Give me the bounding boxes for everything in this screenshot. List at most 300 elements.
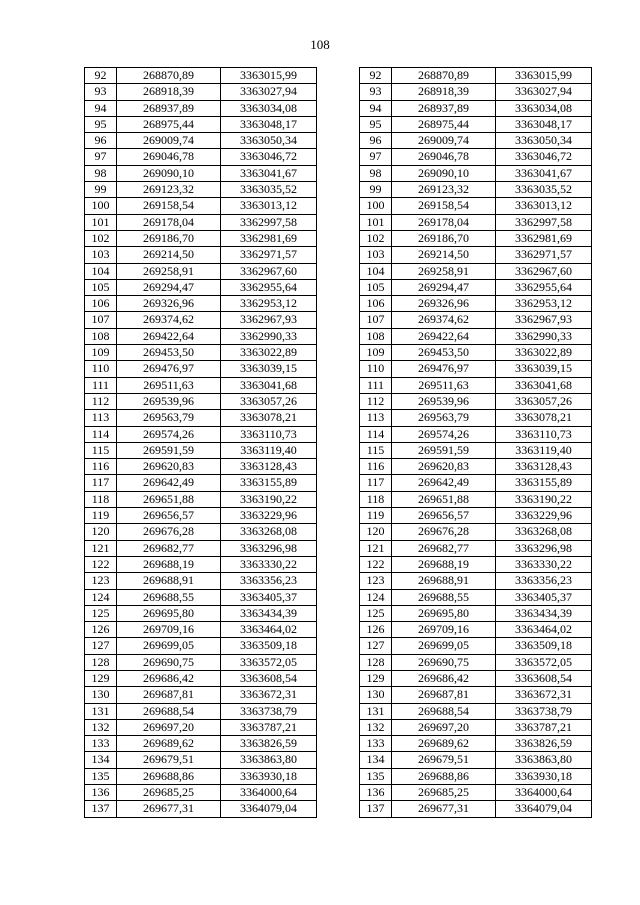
- point-number-cell: 134: [85, 752, 117, 768]
- x-coordinate-cell: 269688,55: [392, 589, 496, 605]
- table-row: [85, 785, 317, 801]
- y-coordinate-cell: 3363930,18: [496, 768, 592, 784]
- point-number-cell: 123: [85, 573, 117, 589]
- table-row: [85, 393, 317, 409]
- y-coordinate-cell: 3362967,93: [221, 312, 317, 328]
- y-coordinate-cell: 3363128,43: [496, 459, 592, 475]
- table-row: [85, 214, 317, 230]
- point-number-cell: 133: [85, 736, 117, 752]
- point-number-cell: 129: [360, 670, 392, 686]
- point-number-cell: 131: [360, 703, 392, 719]
- y-coordinate-cell: 3363190,22: [221, 491, 317, 507]
- y-coordinate-cell: 3363119,40: [221, 442, 317, 458]
- y-coordinate-cell: 3362955,64: [221, 279, 317, 295]
- table-row: [360, 410, 592, 426]
- table-row: [360, 442, 592, 458]
- y-coordinate-cell: 3363434,39: [496, 605, 592, 621]
- y-coordinate-cell: 3363738,79: [221, 703, 317, 719]
- table-row: [85, 670, 317, 686]
- y-coordinate-cell: 3362981,69: [496, 230, 592, 246]
- x-coordinate-cell: 269009,74: [392, 133, 496, 149]
- point-number-cell: 135: [360, 768, 392, 784]
- x-coordinate-cell: 269689,62: [117, 736, 221, 752]
- y-coordinate-cell: 3362971,57: [221, 247, 317, 263]
- x-coordinate-cell: 269697,20: [392, 719, 496, 735]
- y-coordinate-cell: 3362971,57: [496, 247, 592, 263]
- x-coordinate-cell: 269511,63: [392, 377, 496, 393]
- y-coordinate-cell: 3363464,02: [496, 622, 592, 638]
- point-number-cell: 108: [85, 328, 117, 344]
- table-row: [360, 182, 592, 198]
- y-coordinate-cell: 3363572,05: [221, 654, 317, 670]
- table-row: [360, 84, 592, 100]
- table-row: [85, 801, 317, 817]
- x-coordinate-cell: 269090,10: [392, 165, 496, 181]
- x-coordinate-cell: 268870,89: [392, 68, 496, 84]
- point-number-cell: 107: [85, 312, 117, 328]
- x-coordinate-cell: 269476,97: [392, 361, 496, 377]
- x-coordinate-cell: 269214,50: [392, 247, 496, 263]
- point-number-cell: 121: [85, 540, 117, 556]
- y-coordinate-cell: 3363434,39: [221, 605, 317, 621]
- y-coordinate-cell: 3363608,54: [496, 670, 592, 686]
- x-coordinate-cell: 269685,25: [392, 785, 496, 801]
- y-coordinate-cell: 3363826,59: [496, 736, 592, 752]
- x-coordinate-cell: 269453,50: [117, 345, 221, 361]
- table-row: [85, 719, 317, 735]
- x-coordinate-cell: 269690,75: [117, 654, 221, 670]
- point-number-cell: 132: [360, 719, 392, 735]
- y-coordinate-cell: 3363041,68: [221, 377, 317, 393]
- x-coordinate-cell: 269563,79: [392, 410, 496, 426]
- y-coordinate-cell: 3363509,18: [496, 638, 592, 654]
- y-coordinate-cell: 3363930,18: [221, 768, 317, 784]
- x-coordinate-cell: 269685,25: [117, 785, 221, 801]
- table-row: [360, 116, 592, 132]
- table-row: [85, 622, 317, 638]
- y-coordinate-cell: 3363863,80: [221, 752, 317, 768]
- x-coordinate-cell: 269656,57: [117, 508, 221, 524]
- table-row: [360, 475, 592, 491]
- y-coordinate-cell: 3362990,33: [496, 328, 592, 344]
- y-coordinate-cell: 3363035,52: [221, 182, 317, 198]
- page-number: 108: [310, 37, 330, 52]
- table-row: [85, 605, 317, 621]
- point-number-cell: 95: [85, 116, 117, 132]
- point-number-cell: 118: [360, 491, 392, 507]
- y-coordinate-cell: 3363110,73: [496, 426, 592, 442]
- y-coordinate-cell: 3363046,72: [496, 149, 592, 165]
- y-coordinate-cell: 3363229,96: [221, 508, 317, 524]
- table-row: [360, 230, 592, 246]
- y-coordinate-cell: 3363787,21: [221, 719, 317, 735]
- x-coordinate-cell: 269709,16: [392, 622, 496, 638]
- x-coordinate-cell: 269574,26: [392, 426, 496, 442]
- table-row: [85, 508, 317, 524]
- table-row: [85, 556, 317, 572]
- table-row: [360, 719, 592, 735]
- point-number-cell: 126: [360, 622, 392, 638]
- x-coordinate-cell: 269511,63: [117, 377, 221, 393]
- point-number-cell: 134: [360, 752, 392, 768]
- table-row: [85, 361, 317, 377]
- point-number-cell: 124: [85, 589, 117, 605]
- table-row: [360, 638, 592, 654]
- table-row: [85, 377, 317, 393]
- y-coordinate-cell: 3363863,80: [496, 752, 592, 768]
- y-coordinate-cell: 3363013,12: [221, 198, 317, 214]
- x-coordinate-cell: 269651,88: [117, 491, 221, 507]
- table-row: [360, 540, 592, 556]
- y-coordinate-cell: 3363608,54: [221, 670, 317, 686]
- point-number-cell: 110: [85, 361, 117, 377]
- x-coordinate-cell: 269178,04: [117, 214, 221, 230]
- table-row: [85, 133, 317, 149]
- y-coordinate-cell: 3363155,89: [496, 475, 592, 491]
- table-row: [85, 768, 317, 784]
- x-coordinate-cell: 269476,97: [117, 361, 221, 377]
- y-coordinate-cell: 3363155,89: [221, 475, 317, 491]
- point-number-cell: 116: [85, 459, 117, 475]
- table-row: [85, 230, 317, 246]
- point-number-cell: 125: [360, 605, 392, 621]
- y-coordinate-cell: 3363050,34: [221, 133, 317, 149]
- point-number-cell: 99: [85, 182, 117, 198]
- x-coordinate-cell: 269258,91: [117, 263, 221, 279]
- point-number-cell: 137: [85, 801, 117, 817]
- point-number-cell: 94: [360, 100, 392, 116]
- x-coordinate-cell: 269709,16: [117, 622, 221, 638]
- y-coordinate-cell: 3362967,60: [496, 263, 592, 279]
- x-coordinate-cell: 269158,54: [117, 198, 221, 214]
- x-coordinate-cell: 269688,91: [117, 573, 221, 589]
- x-coordinate-cell: 269687,81: [392, 687, 496, 703]
- x-coordinate-cell: 269294,47: [117, 279, 221, 295]
- table-row: [85, 524, 317, 540]
- x-coordinate-cell: 269642,49: [392, 475, 496, 491]
- x-coordinate-cell: 269009,74: [117, 133, 221, 149]
- point-number-cell: 119: [360, 508, 392, 524]
- y-coordinate-cell: 3363405,37: [496, 589, 592, 605]
- y-coordinate-cell: 3363296,98: [221, 540, 317, 556]
- point-number-cell: 109: [85, 345, 117, 361]
- table-row: [360, 198, 592, 214]
- x-coordinate-cell: 269591,59: [392, 442, 496, 458]
- y-coordinate-cell: 3363050,34: [496, 133, 592, 149]
- y-coordinate-cell: 3363041,67: [221, 165, 317, 181]
- y-coordinate-cell: 3363057,26: [496, 393, 592, 409]
- y-coordinate-cell: 3362953,12: [221, 296, 317, 312]
- table-row: [85, 100, 317, 116]
- point-number-cell: 103: [85, 247, 117, 263]
- x-coordinate-cell: 269123,32: [117, 182, 221, 198]
- x-coordinate-cell: 269158,54: [392, 198, 496, 214]
- point-number-cell: 106: [360, 296, 392, 312]
- point-number-cell: 128: [85, 654, 117, 670]
- point-number-cell: 104: [360, 263, 392, 279]
- x-coordinate-cell: 269453,50: [392, 345, 496, 361]
- table-row: [360, 214, 592, 230]
- x-coordinate-cell: 269294,47: [392, 279, 496, 295]
- y-coordinate-cell: 3363128,43: [221, 459, 317, 475]
- point-number-cell: 107: [360, 312, 392, 328]
- x-coordinate-cell: 269422,64: [392, 328, 496, 344]
- y-coordinate-cell: 3363110,73: [221, 426, 317, 442]
- y-coordinate-cell: 3363405,37: [221, 589, 317, 605]
- y-coordinate-cell: 3363022,89: [496, 345, 592, 361]
- table-row: [85, 345, 317, 361]
- table-row: [85, 654, 317, 670]
- x-coordinate-cell: 269046,78: [392, 149, 496, 165]
- table-row: [85, 165, 317, 181]
- point-number-cell: 127: [85, 638, 117, 654]
- y-coordinate-cell: 3363672,31: [221, 687, 317, 703]
- y-coordinate-cell: 3363787,21: [496, 719, 592, 735]
- point-number-cell: 133: [360, 736, 392, 752]
- point-number-cell: 114: [85, 426, 117, 442]
- y-coordinate-cell: 3363330,22: [496, 556, 592, 572]
- y-coordinate-cell: 3363296,98: [496, 540, 592, 556]
- table-row: [85, 459, 317, 475]
- point-number-cell: 99: [360, 182, 392, 198]
- table-row: [360, 801, 592, 817]
- point-number-cell: 130: [360, 687, 392, 703]
- table-row: [360, 654, 592, 670]
- point-number-cell: 129: [85, 670, 117, 686]
- table-row: [360, 556, 592, 572]
- table-row: [85, 491, 317, 507]
- coordinates-table-right-body: [360, 68, 592, 818]
- table-row: [360, 785, 592, 801]
- x-coordinate-cell: 269642,49: [117, 475, 221, 491]
- point-number-cell: 101: [360, 214, 392, 230]
- point-number-cell: 116: [360, 459, 392, 475]
- point-number-cell: 102: [360, 230, 392, 246]
- table-row: [360, 312, 592, 328]
- y-coordinate-cell: 3362990,33: [221, 328, 317, 344]
- x-coordinate-cell: 269374,62: [117, 312, 221, 328]
- y-coordinate-cell: 3362981,69: [221, 230, 317, 246]
- y-coordinate-cell: 3363672,31: [496, 687, 592, 703]
- y-coordinate-cell: 3363046,72: [221, 149, 317, 165]
- x-coordinate-cell: 269620,83: [392, 459, 496, 475]
- y-coordinate-cell: 3363190,22: [496, 491, 592, 507]
- point-number-cell: 137: [360, 801, 392, 817]
- x-coordinate-cell: 269682,77: [117, 540, 221, 556]
- x-coordinate-cell: 269591,59: [117, 442, 221, 458]
- x-coordinate-cell: 269688,54: [392, 703, 496, 719]
- point-number-cell: 104: [85, 263, 117, 279]
- point-number-cell: 117: [85, 475, 117, 491]
- table-row: [85, 410, 317, 426]
- point-number-cell: 118: [85, 491, 117, 507]
- table-row: [85, 703, 317, 719]
- y-coordinate-cell: 3363034,08: [496, 100, 592, 116]
- x-coordinate-cell: 269676,28: [392, 524, 496, 540]
- point-number-cell: 92: [85, 68, 117, 84]
- y-coordinate-cell: 3363268,08: [221, 524, 317, 540]
- y-coordinate-cell: 3363119,40: [496, 442, 592, 458]
- y-coordinate-cell: 3362997,58: [221, 214, 317, 230]
- point-number-cell: 96: [360, 133, 392, 149]
- table-row: [360, 622, 592, 638]
- point-number-cell: 108: [360, 328, 392, 344]
- table-row: [360, 752, 592, 768]
- y-coordinate-cell: 3363078,21: [221, 410, 317, 426]
- x-coordinate-cell: 269539,96: [392, 393, 496, 409]
- x-coordinate-cell: 269123,32: [392, 182, 496, 198]
- table-row: [360, 736, 592, 752]
- y-coordinate-cell: 3363509,18: [221, 638, 317, 654]
- y-coordinate-cell: 3363356,23: [496, 573, 592, 589]
- point-number-cell: 112: [85, 393, 117, 409]
- x-coordinate-cell: 269656,57: [392, 508, 496, 524]
- point-number-cell: 122: [360, 556, 392, 572]
- y-coordinate-cell: 3363039,15: [496, 361, 592, 377]
- table-row: [360, 263, 592, 279]
- point-number-cell: 94: [85, 100, 117, 116]
- x-coordinate-cell: 269620,83: [117, 459, 221, 475]
- point-number-cell: 111: [85, 377, 117, 393]
- x-coordinate-cell: 269214,50: [117, 247, 221, 263]
- table-row: [360, 605, 592, 621]
- table-row: [85, 116, 317, 132]
- point-number-cell: 113: [360, 410, 392, 426]
- point-number-cell: 123: [360, 573, 392, 589]
- table-row: [360, 687, 592, 703]
- table-row: [85, 198, 317, 214]
- point-number-cell: 100: [85, 198, 117, 214]
- x-coordinate-cell: 269186,70: [117, 230, 221, 246]
- table-row: [85, 247, 317, 263]
- table-row: [360, 68, 592, 84]
- x-coordinate-cell: 269677,31: [392, 801, 496, 817]
- table-row: [360, 361, 592, 377]
- table-row: [85, 296, 317, 312]
- x-coordinate-cell: 269539,96: [117, 393, 221, 409]
- y-coordinate-cell: 3363035,52: [496, 182, 592, 198]
- y-coordinate-cell: 3362997,58: [496, 214, 592, 230]
- y-coordinate-cell: 3363027,94: [496, 84, 592, 100]
- table-row: [85, 68, 317, 84]
- y-coordinate-cell: 3363738,79: [496, 703, 592, 719]
- x-coordinate-cell: 269326,96: [392, 296, 496, 312]
- table-row: [360, 328, 592, 344]
- point-number-cell: 131: [85, 703, 117, 719]
- table-row: [85, 573, 317, 589]
- point-number-cell: 115: [360, 442, 392, 458]
- point-number-cell: 126: [85, 622, 117, 638]
- point-number-cell: 127: [360, 638, 392, 654]
- point-number-cell: 109: [360, 345, 392, 361]
- table-row: [85, 263, 317, 279]
- x-coordinate-cell: 269677,31: [117, 801, 221, 817]
- y-coordinate-cell: 3363027,94: [221, 84, 317, 100]
- x-coordinate-cell: 269697,20: [117, 719, 221, 735]
- y-coordinate-cell: 3363041,67: [496, 165, 592, 181]
- x-coordinate-cell: 269258,91: [392, 263, 496, 279]
- point-number-cell: 98: [360, 165, 392, 181]
- y-coordinate-cell: 3364000,64: [221, 785, 317, 801]
- point-number-cell: 119: [85, 508, 117, 524]
- point-number-cell: 130: [85, 687, 117, 703]
- table-row: [85, 475, 317, 491]
- table-row: [85, 279, 317, 295]
- point-number-cell: 114: [360, 426, 392, 442]
- point-number-cell: 105: [85, 279, 117, 295]
- y-coordinate-cell: 3363356,23: [221, 573, 317, 589]
- table-row: [360, 133, 592, 149]
- y-coordinate-cell: 3364079,04: [496, 801, 592, 817]
- table-row: [360, 279, 592, 295]
- point-number-cell: 103: [360, 247, 392, 263]
- point-number-cell: 110: [360, 361, 392, 377]
- x-coordinate-cell: 269422,64: [117, 328, 221, 344]
- point-number-cell: 105: [360, 279, 392, 295]
- y-coordinate-cell: 3363826,59: [221, 736, 317, 752]
- point-number-cell: 92: [360, 68, 392, 84]
- x-coordinate-cell: 269690,75: [392, 654, 496, 670]
- x-coordinate-cell: 269688,86: [392, 768, 496, 784]
- y-coordinate-cell: 3363013,12: [496, 198, 592, 214]
- table-row: [360, 768, 592, 784]
- x-coordinate-cell: 269186,70: [392, 230, 496, 246]
- y-coordinate-cell: 3363048,17: [221, 116, 317, 132]
- table-row: [360, 393, 592, 409]
- table-row: [360, 670, 592, 686]
- x-coordinate-cell: 269686,42: [392, 670, 496, 686]
- x-coordinate-cell: 269689,62: [392, 736, 496, 752]
- y-coordinate-cell: 3363015,99: [496, 68, 592, 84]
- point-number-cell: 124: [360, 589, 392, 605]
- table-row: [360, 459, 592, 475]
- table-row: [360, 165, 592, 181]
- x-coordinate-cell: 269699,05: [117, 638, 221, 654]
- x-coordinate-cell: 268937,89: [117, 100, 221, 116]
- coordinates-table-left: [84, 67, 317, 818]
- point-number-cell: 122: [85, 556, 117, 572]
- table-row: [360, 296, 592, 312]
- point-number-cell: 98: [85, 165, 117, 181]
- y-coordinate-cell: 3364000,64: [496, 785, 592, 801]
- y-coordinate-cell: 3363078,21: [496, 410, 592, 426]
- point-number-cell: 112: [360, 393, 392, 409]
- point-number-cell: 96: [85, 133, 117, 149]
- table-row: [85, 687, 317, 703]
- point-number-cell: 120: [360, 524, 392, 540]
- y-coordinate-cell: 3364079,04: [221, 801, 317, 817]
- table-row: [85, 149, 317, 165]
- y-coordinate-cell: 3363229,96: [496, 508, 592, 524]
- x-coordinate-cell: 269046,78: [117, 149, 221, 165]
- table-row: [360, 247, 592, 263]
- y-coordinate-cell: 3363041,68: [496, 377, 592, 393]
- x-coordinate-cell: 269688,19: [117, 556, 221, 572]
- table-row: [85, 442, 317, 458]
- y-coordinate-cell: 3362967,60: [221, 263, 317, 279]
- point-number-cell: 113: [85, 410, 117, 426]
- x-coordinate-cell: 269326,96: [117, 296, 221, 312]
- x-coordinate-cell: 269695,80: [117, 605, 221, 621]
- point-number-cell: 111: [360, 377, 392, 393]
- table-row: [360, 100, 592, 116]
- y-coordinate-cell: 3363022,89: [221, 345, 317, 361]
- table-row: [85, 312, 317, 328]
- y-coordinate-cell: 3362967,93: [496, 312, 592, 328]
- x-coordinate-cell: 269374,62: [392, 312, 496, 328]
- point-number-cell: 93: [85, 84, 117, 100]
- x-coordinate-cell: 269178,04: [392, 214, 496, 230]
